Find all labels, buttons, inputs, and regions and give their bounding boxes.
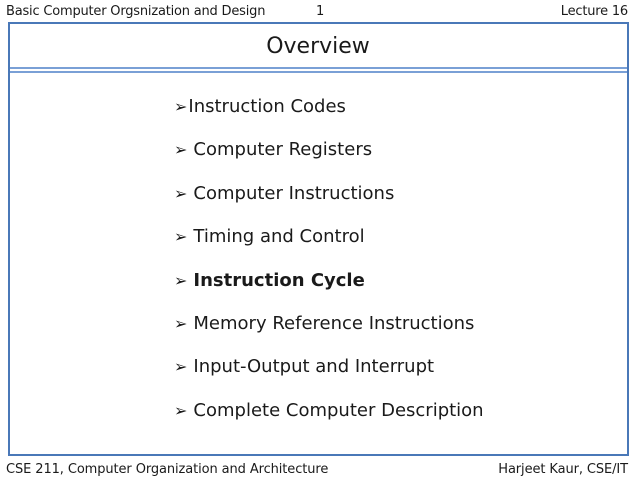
list-item-text: Timing and Control xyxy=(193,226,365,248)
list-item-highlighted xyxy=(174,270,484,313)
arrow-bullet-icon: ➢ xyxy=(174,313,188,333)
list-item xyxy=(174,356,484,399)
title-divider xyxy=(10,67,627,73)
list-item-text: Computer Instructions xyxy=(193,182,395,204)
lecture-label: Lecture 16 xyxy=(560,4,628,19)
arrow-bullet-icon: ➢ xyxy=(174,140,188,160)
topic-list xyxy=(174,96,484,443)
course-code: CSE 211, Computer Organization and Architecture xyxy=(6,462,329,477)
page-number: 1 xyxy=(316,4,325,19)
arrow-bullet-icon: ➢ xyxy=(174,183,188,203)
arrow-bullet-icon: ➢ xyxy=(174,357,188,377)
slide-header xyxy=(0,2,640,22)
arrow-bullet-icon: ➢ xyxy=(174,270,188,290)
list-item xyxy=(174,226,484,269)
list-item xyxy=(174,400,484,443)
list-item xyxy=(174,139,484,182)
list-item-text: Instruction Cycle xyxy=(193,269,365,291)
slide-title: Overview xyxy=(266,34,370,59)
list-item-text: Complete Computer Description xyxy=(193,399,484,421)
course-title: Basic Computer Orgsnization and Design xyxy=(6,4,266,19)
list-item-text: Instruction Codes xyxy=(188,96,346,117)
slide-footer xyxy=(0,461,640,479)
list-item-text: Computer Registers xyxy=(193,139,373,161)
author-credit: Harjeet Kaur, CSE/IT xyxy=(498,462,628,477)
list-item xyxy=(174,183,484,226)
arrow-bullet-icon: ➢ xyxy=(174,97,188,116)
list-item xyxy=(174,313,484,356)
list-item-text: Memory Reference Instructions xyxy=(193,312,475,334)
arrow-bullet-icon: ➢ xyxy=(174,227,188,247)
list-item-text: Input-Output and Interrupt xyxy=(193,356,435,378)
arrow-bullet-icon: ➢ xyxy=(174,400,188,420)
list-item xyxy=(174,96,484,139)
